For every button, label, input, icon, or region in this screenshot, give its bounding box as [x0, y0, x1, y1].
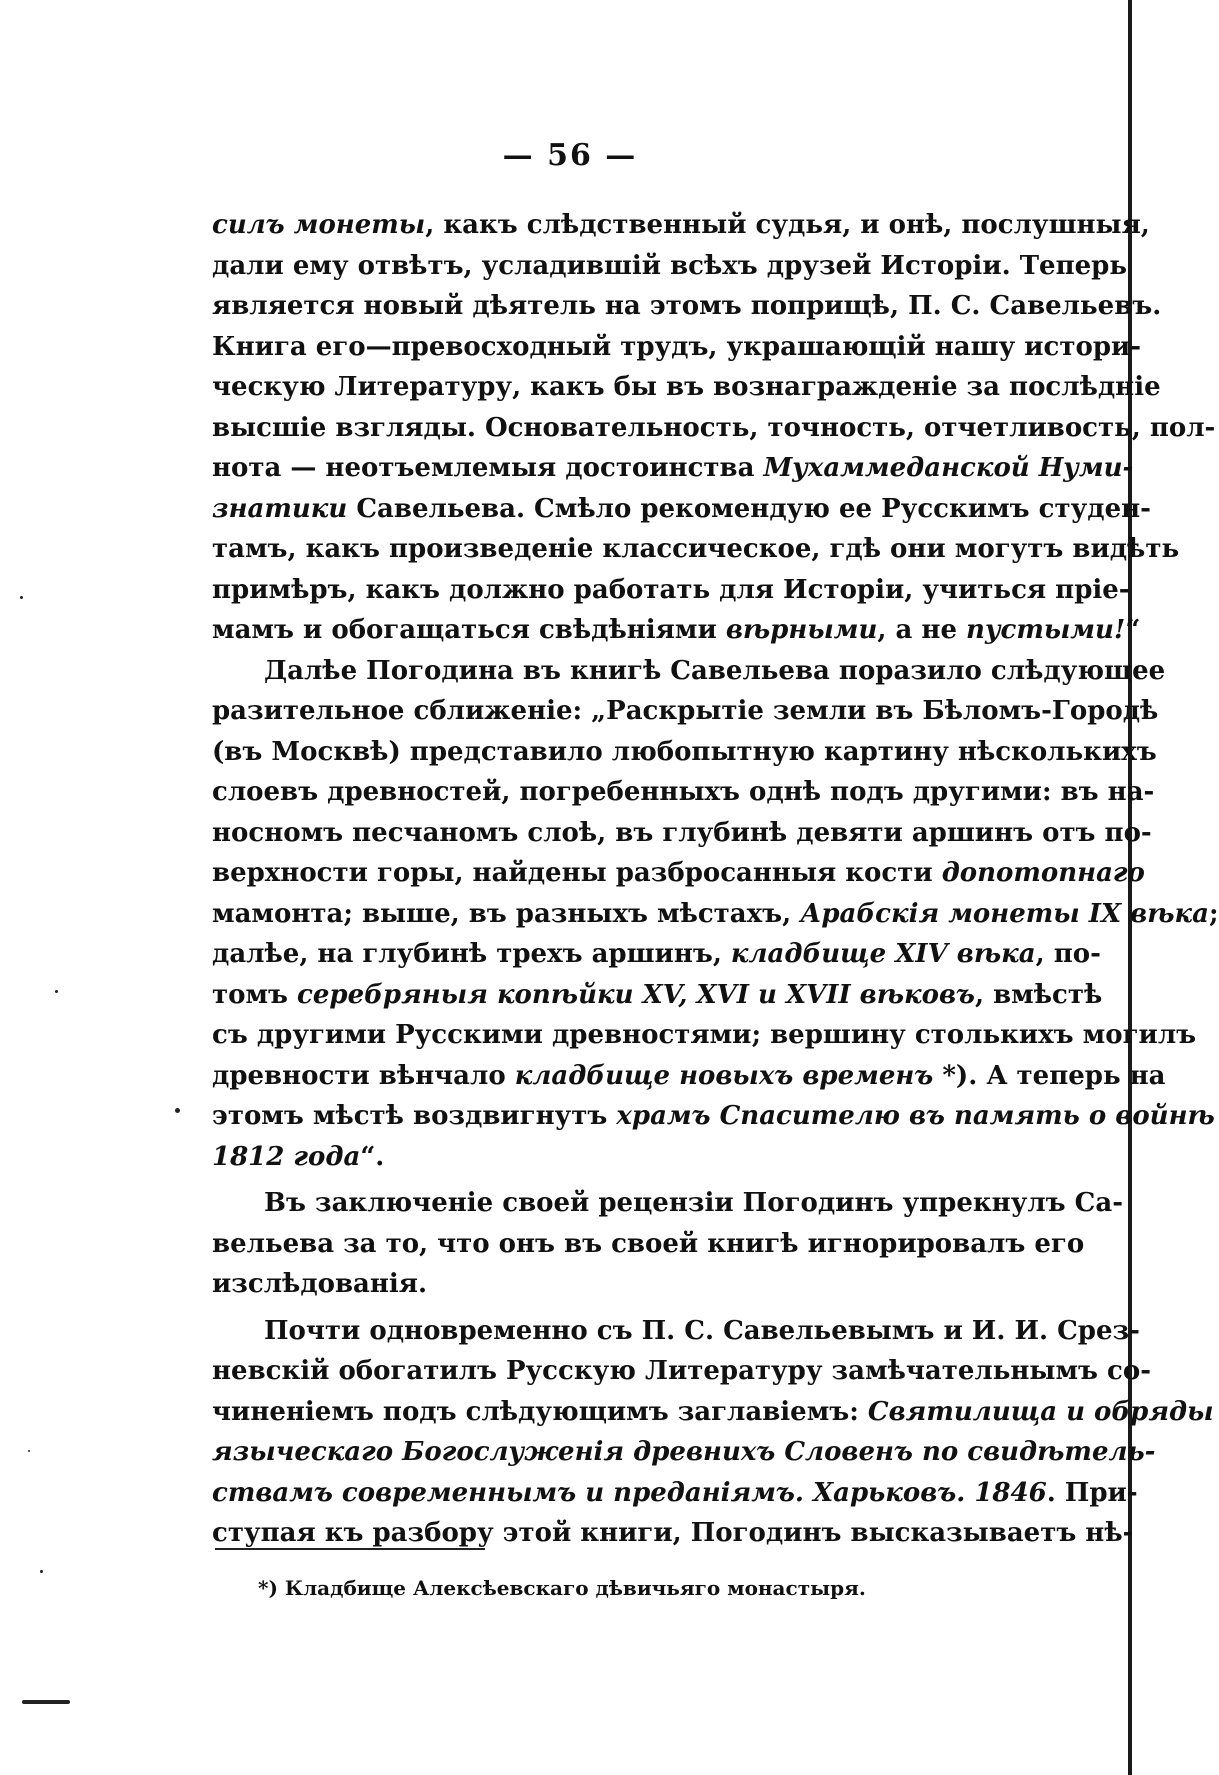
- italic-text: 1812 года: [212, 1141, 361, 1172]
- text-line: [212, 1351, 1152, 1392]
- text-line: [212, 1311, 1140, 1352]
- text-run: *). А теперь на: [933, 1060, 1166, 1091]
- italic-text: Святилища и обряды: [867, 1396, 1214, 1427]
- text-run: , по-: [1035, 939, 1101, 969]
- text-run: слоевъ древностей, погребенныхъ однѣ подъ другими: въ на-: [212, 777, 1155, 807]
- text-run: ;: [1209, 898, 1219, 929]
- text-line: [212, 570, 1130, 611]
- text-run: мамонта; выше, въ разныхъ мѣстахъ,: [212, 898, 801, 929]
- text-run: дали ему отвѣтъ, усладившій всѣхъ друзей Исторіи. Теперь: [212, 250, 1127, 281]
- text-line: [212, 246, 1127, 287]
- text-run: Въ заключеніе своей рецензіи Погодинъ упрекнулъ Са-: [264, 1188, 1123, 1218]
- text-run: верхности горы, найдены разбросанныя кости: [212, 858, 942, 888]
- text-line: [212, 894, 1219, 935]
- text-line: [212, 772, 1155, 813]
- text-line: [212, 1432, 1156, 1473]
- text-run: Далѣе Погодина въ книгѣ Савельева поразило слѣдующее: [264, 655, 1166, 686]
- italic-text: вѣрными: [725, 615, 878, 645]
- text-line: [212, 489, 1151, 530]
- text-run: носномъ песчаномъ слоѣ, въ глубинѣ девяти аршинъ отъ по-: [212, 817, 1152, 848]
- scan-speck: [28, 1450, 30, 1452]
- text-line: [212, 1183, 1123, 1224]
- italic-text: знатики: [212, 493, 348, 524]
- text-run: является новый дѣятель на этомъ поприщѣ, П. С. Савельевъ.: [212, 291, 1162, 321]
- text-line: [212, 1096, 1215, 1137]
- text-line: [212, 651, 1166, 692]
- page-number: — 56 —: [502, 138, 638, 173]
- text-line: [212, 205, 1150, 246]
- text-line: [212, 408, 1216, 449]
- text-run: Савельева. Смѣло рекомендую ее Русскимъ студен-: [347, 493, 1151, 524]
- text-run: высшіе взгляды. Основательность, точность, отчетливость, пол-: [212, 412, 1216, 443]
- text-line: [212, 1392, 1214, 1433]
- text-run: чиненіемъ подъ слѣдующимъ заглавіемъ:: [212, 1396, 868, 1427]
- text-run: , а не: [877, 615, 967, 645]
- text-line: [212, 610, 1141, 651]
- text-line: [212, 934, 1101, 975]
- text-line: [212, 1015, 1197, 1056]
- footnote-rule: [215, 1548, 485, 1550]
- text-run: Почти одновременно съ П. С. Савельевымъ и И. И. Срез-: [264, 1315, 1140, 1346]
- text-run: (въ Москвѣ) представило любопытную картину нѣсколькихъ: [212, 736, 1157, 767]
- text-run: , какъ слѣдственный судья, и онѣ, послушныя,: [425, 210, 1150, 240]
- text-line: [212, 529, 1180, 570]
- italic-text: Мухаммеданской Нуми-: [763, 453, 1134, 483]
- italic-text: кладбище XIV вѣка: [730, 939, 1036, 969]
- text-run: , вмѣстѣ: [974, 979, 1103, 1010]
- text-run: разительное сближеніе: „Раскрытіе земли въ Бѣломъ-Городѣ: [212, 696, 1159, 726]
- text-run: Книга его—превосходный трудъ, украшающій нашу истори-: [212, 331, 1142, 362]
- text-line: [212, 1224, 1085, 1265]
- text-line: [212, 286, 1162, 327]
- text-run: этомъ мѣстѣ воздвигнутъ: [212, 1101, 617, 1131]
- italic-text: силъ монеты: [212, 210, 426, 240]
- italic-text: кладбище новыхъ временъ: [514, 1060, 934, 1091]
- text-line: [212, 853, 1145, 894]
- text-run: ческую Литературу, какъ бы въ вознагражденіе за послѣдніе: [212, 372, 1161, 402]
- text-line: [212, 327, 1142, 368]
- scan-speck: [55, 990, 58, 993]
- text-line: [212, 1264, 1027, 1305]
- italic-text: ствамъ современнымъ и преданіямъ. Харьковъ. 1846: [212, 1477, 1047, 1508]
- italic-text: Арабскія монеты IX вѣка: [800, 898, 1209, 929]
- text-line: [212, 691, 1159, 732]
- text-run: вельева за то, что онъ въ своей книгѣ игнорировалъ его: [212, 1228, 1085, 1259]
- text-line: [212, 732, 1157, 773]
- text-run: нота — неотъемлемыя достоинства: [212, 453, 764, 483]
- text-run: далѣе, на глубинѣ трехъ аршинъ,: [212, 939, 731, 969]
- scan-speck: [175, 1108, 180, 1113]
- text-run: съ другими Русскими древностями; вершину столькихъ могилъ: [212, 1020, 1197, 1050]
- text-run: невскій обогатилъ Русскую Литературу замѣчательнымъ со-: [212, 1356, 1152, 1386]
- text-run: “: [1125, 615, 1141, 645]
- text-run: “.: [360, 1141, 385, 1172]
- text-line: [212, 813, 1152, 854]
- text-run: . При-: [1046, 1477, 1138, 1508]
- text-line: [212, 448, 1134, 489]
- text-line: [212, 975, 1103, 1016]
- text-run: изслѣдованія.: [212, 1269, 428, 1299]
- italic-text: пустыми!: [966, 615, 1126, 645]
- italic-text: серебряныя копѣйки XV, XVI и XVII вѣковъ: [297, 979, 975, 1010]
- text-run: тамъ, какъ произведеніе классическое, гдѣ они могутъ видѣть: [212, 534, 1180, 564]
- text-run: ступая къ разбору этой книги, Погодинъ высказываетъ нѣ-: [212, 1518, 1134, 1548]
- scan-speck: [20, 596, 23, 599]
- italic-text: допотопнаго: [941, 858, 1145, 888]
- text-run: томъ: [212, 979, 298, 1010]
- footnote: *) Кладбище Алексѣевскаго дѣвичьяго монастыря.: [258, 1576, 866, 1600]
- scan-speck: [40, 1570, 43, 1573]
- text-line: [212, 367, 1161, 408]
- italic-text: храмъ Спасителю въ память о войнѣ: [616, 1101, 1215, 1131]
- italic-text: языческаго Богослуженія древнихъ Словенъ по свидѣтель-: [212, 1437, 1156, 1467]
- text-line: [212, 1473, 1138, 1514]
- text-line: [212, 1137, 1027, 1178]
- text-line: [212, 1056, 1166, 1097]
- text-run: примѣръ, какъ должно работать для Исторіи, учиться пріе-: [212, 574, 1130, 605]
- text-run: древности вѣнчало: [212, 1060, 515, 1091]
- body-text: [212, 205, 1219, 1554]
- scan-mark: [22, 1700, 70, 1704]
- text-run: мамъ и обогащаться свѣдѣніями: [212, 615, 726, 645]
